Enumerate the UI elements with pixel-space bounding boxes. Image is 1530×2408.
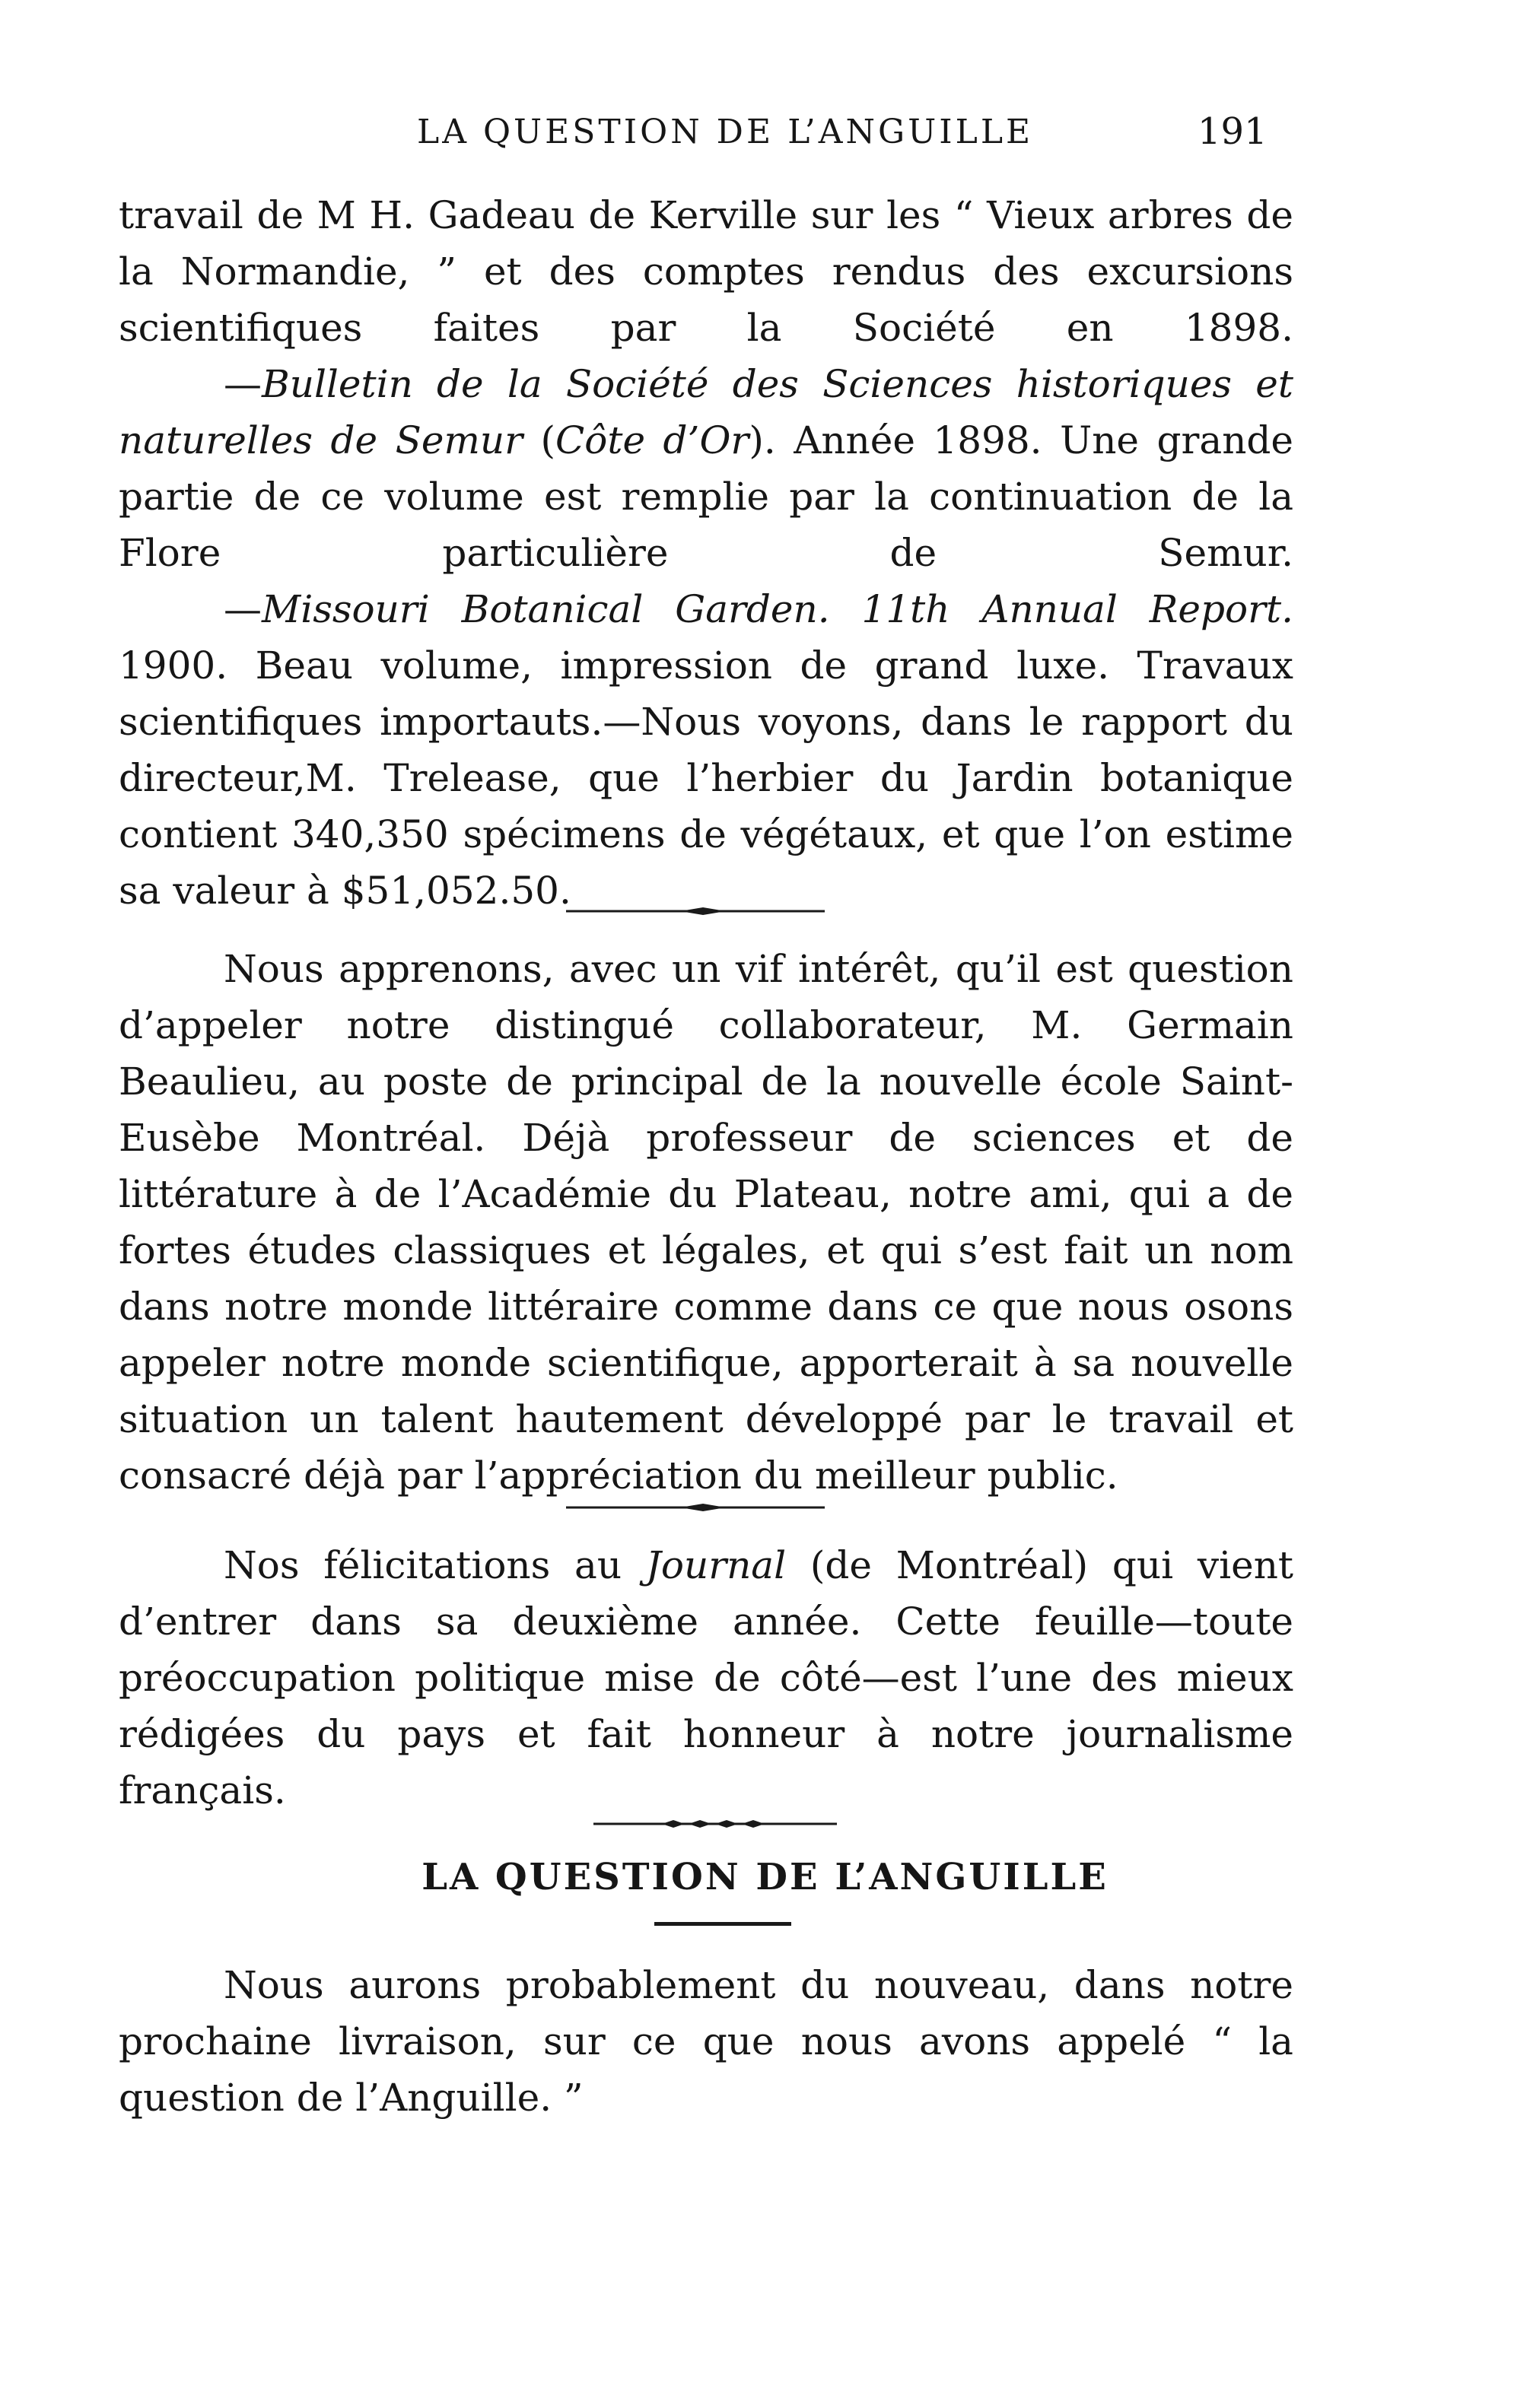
title-underline [654,1922,791,1926]
paragraph-kerville: travail de M H. Gadeau de Kerville sur les “ Vieux arbres de la Normandie, ” et des comptes rendus des excursions scientifiques faites par la Société en 1898. [119,193,1293,350]
ornament-divider [593,1818,837,1830]
paragraph-beaulieu: Nous apprenons, avec un vif intérêt, qu’il est question d’appeler notre distingué collaborateur, M. Germain Beaulieu, au poste de principal de la nouvelle école Saint-Eusèbe Montréal. Déjà professeur de sciences et de littérature à de l’Académie du Plateau, notre ami, qui a de fortes études classiques et légales, et qui s’est fait un nom dans notre monde littéraire comme dans ce que nous osons appeler notre monde scientifique, apporterait à sa nouvelle situation un talent hautement développé par le travail et consacré déjà par l’appréciation du meilleur public. [119,947,1293,1498]
paragraph-semur: —Bulletin de la Société des Sciences historiques et naturelles de Semur (Côte d’Or). Année 1898. Une grande partie de ce volume est remplie par la continuation de la Flore particulière de Semur. [119,362,1294,575]
dash: — [224,362,262,406]
publication-title: Missouri Botanical Garden. 11th Annual Report. [262,587,1293,631]
beaulieu-notice [119,941,1293,1504]
paragraph-anguille: Nous aurons probablement du nouveau, dans notre prochaine livraison, sur ce que nous avons appelé “ la question de l’Anguille. ” [119,1963,1293,2120]
ornament-divider [566,905,825,917]
newspaper-title: Journal [645,1543,787,1587]
section-title: LA QUESTION DE L’ANGUILLE [421,1856,1109,1898]
paragraph-text: 1900. Beau volume, impression de grand luxe. Travaux scientifiques importauts.—Nous voyons, dans le rapport du directeur,M. Trelease, que l’herbier du Jardin botanique contient 340,350 spécimens de végétaux, et que l’on estime sa valeur à $51,052.50. [119,643,1293,913]
paragraph-journal [119,1537,1293,1819]
paragraph-text: Nos félicitations au [224,1543,646,1587]
page-number: 191 [1198,110,1268,153]
journal-notice [119,1537,1293,1819]
paragraph-missouri [119,581,1293,919]
running-head: LA QUESTION DE L’ANGUILLE [417,113,1034,151]
publication-title: Bulletin de la Société des Sciences historiques et naturelles de Semur [119,362,1293,462]
dash: — [224,587,262,631]
paragraph-text: (de Montréal) qui vient d’entrer dans sa deuxième année. Cette feuille—toute préoccupation politique mise de côté—est l’une des mieux rédigées du pays et fait honneur à notre journalisme français. [119,1543,1293,1812]
ornament-divider [566,1501,825,1514]
publications-review [119,187,1293,919]
anguille-notice [119,1957,1293,2126]
publication-place: Côte d’Or [555,418,749,462]
paragraph-text: Année 1898. Une grande partie de ce volume est remplie par la continuation de la Flore particulière de Semur. [119,418,1294,575]
